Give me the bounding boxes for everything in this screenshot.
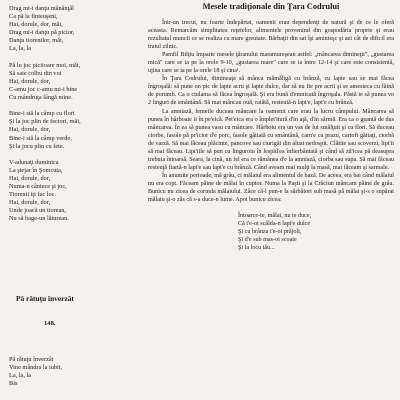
paragraph: La amniază, femeile duceau mâncare la oamenii care erau la lucru câmpului. Mâncarea să punea în hârboaie ii în pe'eică. Pet'eica era o împlet'itură d'in aţă, d'in sărmă. Era ca o geantă de dus mâncarea. În ea să punea vasu cu mâncare. Hârboiu era un vas de lut smălţuit şi cu flori. Să duceau ciorbe, fasole pă pr'icior d'e porc, fasole găitată cu smântână, carn'e cu prazu, cartofi găitaţi, ciorbă de varză. Să mai făceau plăcinte, pancove sau ciurigăi din aluat nedospit. Clătite sau scoverzi, lipt'ii să mai făceau. Lipt'iile să pun cu linguroiu în lespid'ea înfierbântată şi când să zd'icea pă deasupra trebuia întoarsă. Seara, la cină, un fel era ce rămânea d'e la amniază, ciorba sau supa. Să mai făceau resteuţă fiartă-n lapt'e sau lapt'e cu brânză. Când aveam mai mulţi la masă, mai făceam şi sarmale.: [148, 108, 394, 171]
quote-line: Că t'e-oi scălda-n lapt'e dulce: [238, 221, 311, 228]
paragraph: Într-un trecut, nu foarte îndepărtat, oamenii erau dependenţi de natură şi de ce le oferă aceasta. Remarcăm simplitatea reţetelor, alimentele provenind din gospodăria proprie şi erau rezultatul muncii ce se realiza cu mare greutate. Bărbaţii din sat îşi aminteşc şi azi cât de dificil era traiul zilnic.: [148, 20, 394, 51]
verse-line: Hai, dorule, dor,: [9, 77, 51, 85]
quote-line: Şi la locu tău...: [238, 245, 275, 252]
stanza: [9, 159, 139, 224]
stanza: [9, 5, 139, 54]
verse-line: Pă rătuţu înverzât: [9, 356, 54, 363]
verse-line: Hai, dorule, dor,: [9, 199, 51, 207]
verse-line: Şi la joc plin de feciori, măi,: [9, 118, 81, 126]
verse-line: Bine-i stă la câmp cu flori: [9, 110, 75, 118]
verse-line: Danţu tiorenilor, măi,: [9, 37, 64, 45]
verse-line: Pă lu joc piciioare moi, măi,: [9, 61, 81, 69]
quoted-verse: [238, 212, 394, 252]
verse-line: Bine-i stă la câmp verde,: [9, 134, 72, 142]
verse-line: La ştejar în Şomcuta,: [9, 166, 63, 174]
article-title: Mesele tradiţionale din Ţara Codrului: [202, 2, 340, 11]
verse-line: V-adunaţi duminica: [9, 158, 59, 166]
article: [148, 2, 394, 252]
paragraph: În anumite perioade, mă grâu, ci mălaiul era alimentul de bază. De aceea, era bai când mălaiul nu era copt. Făceam păine de mălai în cuptor. Numa la Paşti şi la Crăciun mâncam păine de grâu. Bunicu nu zicea de corinda mălaiului. Zâce că-l pun-e la sărbători sub masă pă mălai şi-s o supărat mălaiu şi-o zăs că s-a duce-n lume. Apoi bunicu zicea:: [148, 172, 394, 204]
verse-line: Să saie colbu din voi: [9, 69, 62, 77]
verse-line: La, la, la: [9, 45, 32, 53]
paragraph: În Ţara Codrului, dimineaţa să mânca mămăligă cu brânză, cu lapte sau se mai făcea îngroşală: să pune on pic de lapte acru şi lapte dulce, dar să nu fie pre acrii şi se amesteca cu făină de porumb. Ca o ciulama să făcea îngroşală. Şi era bună d'emnicată îngroşala. Păstă ie să punea vo 2 linguri de smântână. Să mai mâncau ouă, ratătă, resteută-n lapt'e, lapt'e cu brânză.: [148, 76, 394, 107]
verse-line: C-amu joc c-amu mi-i bine: [9, 85, 78, 93]
stanza: [9, 110, 139, 150]
quote-line: Întoarce-te, mălai, nu te duce,: [238, 213, 312, 220]
verse-line: Şi la jocu plin cu fete.: [9, 142, 65, 150]
verse-line: La, la, la: [9, 372, 32, 380]
song-title: Pă rătuţu înverzât: [16, 294, 74, 303]
stanza: [9, 62, 139, 102]
verse-line: Cu mândruţa lângă mine.: [9, 94, 73, 102]
paragraph: Pamfil Bilţiu împarte mesele ţăranului maramureşean astfel: „mâncarea dimineţii", „gustarea mică" care se ia pe la orele 9-10, „gustarea mare" care se ia între 12-14 şi care este consistentă, ujina care se ia pe la orele 18 şi cina¹.: [148, 52, 394, 75]
verse-line: Tiorenii iţi fac loc.: [9, 191, 56, 199]
verse-line: Hai, dorule, dor,: [9, 174, 51, 182]
verse-line: Unde joacă un tiorean,: [9, 207, 66, 215]
verse-line: Hai, dorule, dor, măi,: [9, 21, 63, 29]
verse-line: Nu să bage-un lăturean.: [9, 215, 69, 223]
song-verses-2: [9, 356, 139, 388]
verse-line: Drag mi-i danţu pă picior,: [9, 29, 75, 37]
song-number: 148.: [44, 320, 56, 327]
verse-line: Hai, dorule, dor,: [9, 126, 51, 134]
song-verses: [9, 5, 139, 232]
verse-line: Ca pă la finteuşeni,: [9, 13, 58, 21]
quote-line: Şi cu brânza t'e-oi prăjoli,: [238, 229, 302, 236]
quote-line: Şi d'e sub mas-oi scoate: [238, 237, 297, 244]
verse-line: Vine mândra la iubit,: [9, 364, 63, 372]
verse-line: Numa-n cântece şi joc,: [9, 183, 67, 191]
verse-line: Drag mi-i danţu mănânţâl: [9, 5, 74, 12]
verse-line: Bis: [9, 380, 18, 388]
